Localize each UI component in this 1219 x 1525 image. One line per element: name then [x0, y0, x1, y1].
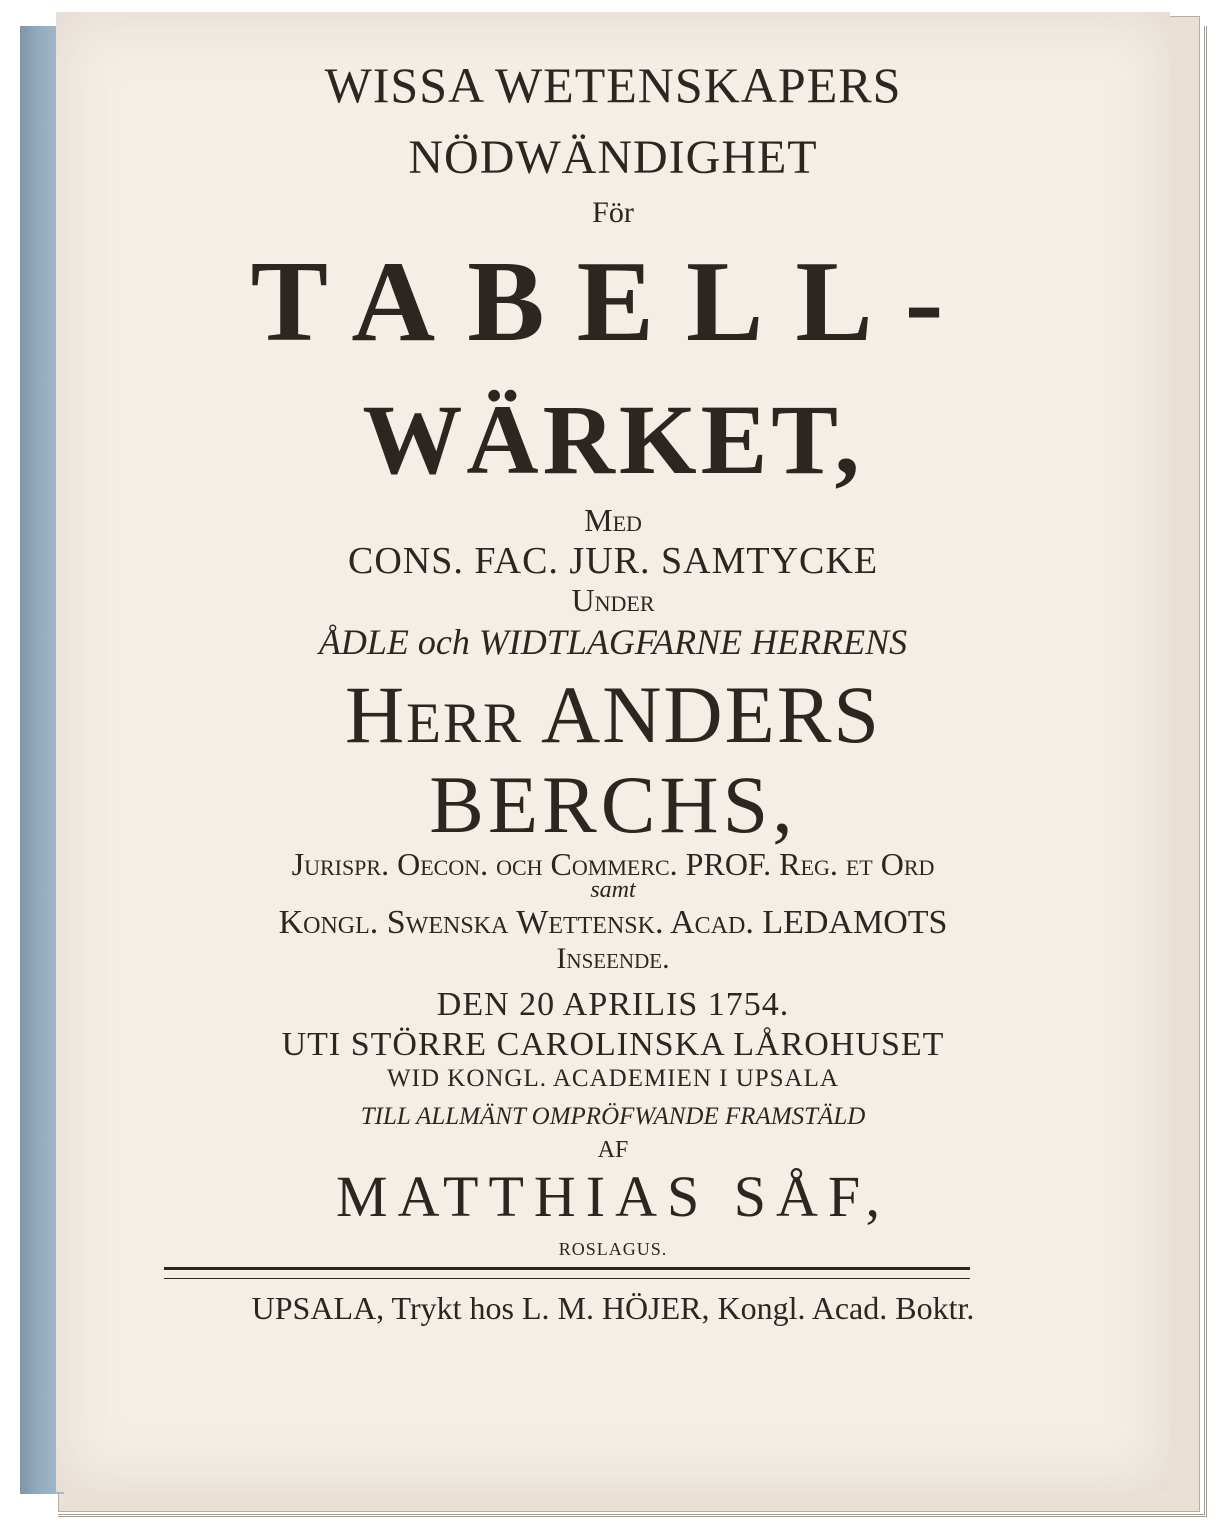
title-line-under: Under — [571, 582, 655, 618]
imprint-rule-thin — [164, 1278, 970, 1279]
academy-line: Kongl. Swenska Wettensk. Acad. LEDAMOTS — [278, 904, 948, 941]
presider-surname: BERCHS, — [429, 759, 797, 850]
respondent-origin: ROSLAGUS. — [558, 1239, 668, 1259]
title-line-1: WISSA WETENSKAPERS — [324, 57, 902, 113]
academy-upsala-line: WID KONGL. ACADEMIEN I UPSALA — [387, 1065, 839, 1092]
respondent-name: MATTHIAS SÅF, — [336, 1164, 890, 1229]
title-page — [56, 12, 1170, 1492]
title-line-consent: CONS. FAC. JUR. SAMTYCKE — [347, 540, 879, 582]
title-line-inseende: Inseende. — [556, 942, 670, 975]
title-line-3: För — [592, 196, 634, 229]
title-line-af: AF — [597, 1137, 629, 1163]
presider-name: Herr ANDERS — [344, 669, 882, 760]
presider-titles: Jurispr. Oecon. och Commerc. PROF. Reg. et Ord — [291, 846, 935, 882]
imprint-line: UPSALA, Trykt hos L. M. HÖJER, Kongl. Acad. Boktr. — [251, 1290, 975, 1326]
date-line: DEN 20 APRILIS 1754. — [436, 986, 790, 1023]
title-line-2: NÖDWÄNDIGHET — [408, 131, 818, 184]
title-main-warket: WÄRKET, — [362, 384, 864, 495]
title-main-tabell: TABELL- — [250, 238, 976, 366]
venue-line: UTI STÖRRE CAROLINSKA LÅROHUSET — [281, 1026, 945, 1063]
title-line-samt: samt — [590, 877, 636, 903]
title-line-med: Med — [584, 502, 642, 538]
examination-line: TILL ALLMÄNT OMPRÖFWANDE FRAMSTÄLD — [360, 1103, 866, 1130]
title-line-herrens: ÅDLE och WIDTLAGFARNE HERRENS — [318, 622, 908, 662]
imprint-rule — [164, 1267, 970, 1270]
